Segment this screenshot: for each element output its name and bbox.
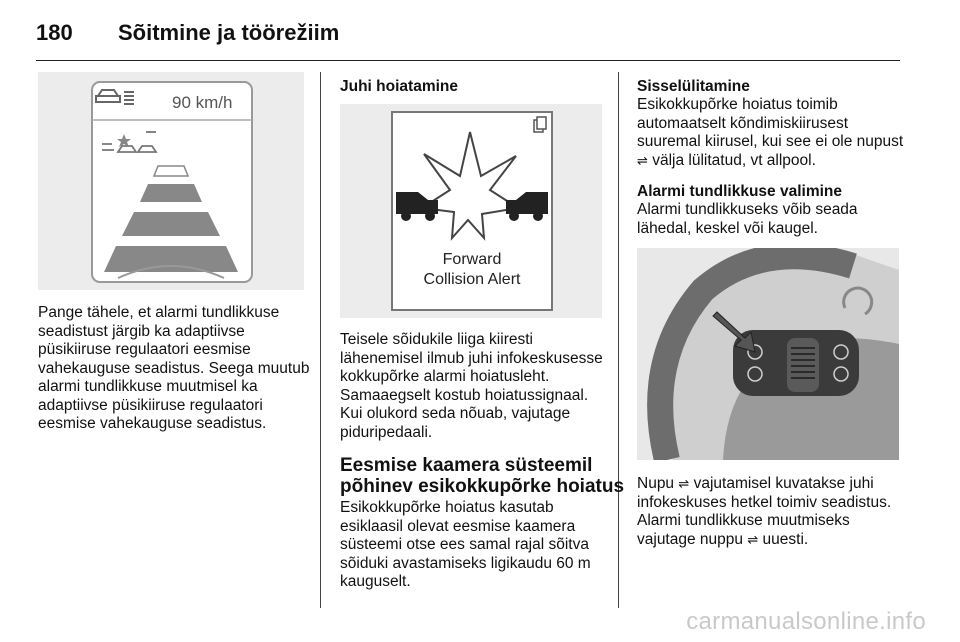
section-heading-driver-warning: Juhi hoiatamine bbox=[340, 78, 458, 95]
column-divider-2 bbox=[618, 72, 619, 608]
steering-wheel-figure bbox=[637, 248, 899, 460]
col3-paragraph-3 bbox=[637, 475, 903, 549]
fcw-display-illustration bbox=[38, 72, 304, 290]
column-divider-1 bbox=[320, 72, 321, 608]
button-text-a: Nupu bbox=[637, 475, 675, 492]
camera-fcw-heading-line-1: Eesmise kaamera süsteemil bbox=[340, 455, 593, 476]
alert-line-1: Forward bbox=[442, 251, 502, 268]
fcw-alert-illustration bbox=[340, 104, 602, 318]
alert-line-2: Collision Alert bbox=[423, 271, 521, 288]
fcw-button-icon-3: ⇌ bbox=[747, 531, 759, 547]
section-heading-activation: Sisselülitamine bbox=[637, 78, 750, 95]
col2-paragraph-1: Teisele sõidukile liiga kiiresti lähenemisel ilmub juhi infokeskusesse kokkupõrke alarmi hoiatusleht. Samaaegselt kostub hoiatussignaal. Kui olukord seda nõuab, vajutage piduripedaali. bbox=[340, 331, 603, 441]
col2-paragraph-2: Esikokkupõrke hoiatus kasutab esiklaasil olevat eesmise kaamera süsteemi otse ees samal rajal sõitva sõiduki avastamiseks ligikaudu 60 m kauguselt. bbox=[340, 499, 591, 590]
activation-text-a: Esikokkupõrke hoiatus toimib automaatselt kõndimiskiirusest suuremal kiirusel, kui see ei ole nupust bbox=[637, 96, 904, 150]
activation-text-b: välja lülitatud, vt allpool. bbox=[652, 151, 816, 169]
section-heading-camera-fcw bbox=[340, 455, 625, 497]
steering-wheel-illustration bbox=[637, 248, 899, 460]
display-figure bbox=[38, 72, 304, 290]
fcw-button-icon: ⇌ bbox=[637, 152, 648, 168]
col3-paragraph-2: Alarmi tundlikkuseks võib seada lähedal, keskel või kaugel. bbox=[637, 201, 858, 237]
button-text-c: uuesti. bbox=[762, 530, 809, 548]
alert-figure bbox=[340, 104, 602, 318]
watermark: carmanualsonline.info bbox=[686, 608, 926, 635]
col3-paragraph-1 bbox=[637, 96, 905, 170]
section-heading-sensitivity: Alarmi tundlikkuse valimine bbox=[637, 183, 843, 200]
fcw-button-icon-2: ⇌ bbox=[678, 476, 690, 491]
speed-readout: 90 km/h bbox=[172, 93, 233, 112]
col1-paragraph: Pange tähele, et alarmi tundlikkuse seadistust järgib ka adaptiivse püsikiiruse regulaatori eesmise vahekauguse seadistus. Seega muutub alarmi tundlikkuse muutmisel ka adaptiivse püsikiiruse regulaatori eesmise vahekauguse seadistus. bbox=[38, 304, 310, 432]
page-title: Sõitmine ja töörežiim bbox=[118, 20, 340, 45]
camera-fcw-heading-line-2: põhinev esikokkupõrke hoiatus bbox=[340, 476, 625, 497]
page-number: 180 bbox=[36, 20, 73, 45]
header-rule bbox=[36, 60, 900, 61]
button-text-b: vajutamisel kuvatakse juhi infokeskuses hetkel toimiv seadistus. Alarmi tundlikkuse muutmiseks vajutage nuppu bbox=[637, 475, 892, 548]
